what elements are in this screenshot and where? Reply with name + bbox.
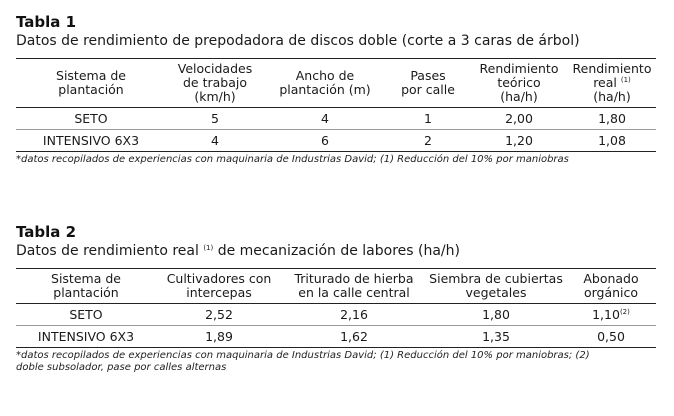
table-cell: SETO	[74, 111, 108, 126]
table-2-header-cultivadores: Cultivadores con intercepas	[166, 271, 272, 300]
table-cell: INTENSIVO 6X3	[42, 133, 140, 148]
table-cell: 6	[321, 133, 329, 148]
table-1-caption: Datos de rendimiento de prepodadora de discos doble (corte a 3 caras de árbol)	[16, 33, 580, 49]
table-2-header-row	[16, 269, 656, 304]
table-cell: INTENSIVO 6X3	[37, 329, 135, 344]
table-1-header-ancho: Ancho de plantación (m)	[279, 68, 371, 97]
table-2-label: Tabla 2	[16, 223, 77, 241]
table-cell: 1,62	[340, 329, 368, 344]
footnote-marker: (1)	[203, 244, 214, 252]
table-1-block	[16, 14, 656, 166]
table-2-block	[16, 224, 656, 374]
table-1-header-row	[16, 59, 656, 108]
table-2-caption: Datos de rendimiento real $^{(1)}$ de mecanización de labores (ha/h)	[16, 243, 460, 259]
table-cell: 0,50	[597, 329, 625, 344]
table-2-header-triturado: Triturado de hierba en la calle central	[294, 271, 414, 300]
table-cell: 1,20	[505, 133, 533, 148]
table-cell: 1,10$^{(2)}$	[592, 307, 630, 322]
table-cell: 1	[424, 111, 432, 126]
table-cell: 2,52	[205, 307, 233, 322]
table-2-footnote: *datos recopilados de experiencias con maquinaria de Industrias David; (1) Reducción del 10% por maniobras; (2) doble subsolador, pase por calles alternas	[16, 350, 590, 373]
table-cell: 4	[211, 133, 219, 148]
table-cell: 1,08	[598, 133, 626, 148]
table-1-label: Tabla 1	[16, 13, 77, 31]
table-cell: 5	[211, 111, 219, 126]
table-1-header-real: Rendimiento real $^{(1)}$ (ha/h)	[572, 61, 652, 104]
footnote-marker: (2)	[619, 308, 630, 316]
table-1-header-velocidades: Velocidades de trabajo (km/h)	[177, 61, 253, 104]
table-2-header-sistema: Sistema de plantación	[51, 271, 121, 300]
table-cell: SETO	[69, 307, 103, 322]
table-cell: 2	[424, 133, 432, 148]
table-cell: 1,80	[598, 111, 626, 126]
table-row	[16, 130, 656, 152]
table-cell: 2,16	[340, 307, 368, 322]
table-2	[16, 268, 656, 348]
table-cell: 4	[321, 111, 329, 126]
table-1-header-sistema: Sistema de plantación	[56, 68, 126, 97]
table-row	[16, 326, 656, 348]
table-cell: 1,80	[482, 307, 510, 322]
table-2-header-siembra: Siembra de cubiertas vegetales	[429, 271, 563, 300]
table-row	[16, 108, 656, 130]
footnote-marker: (1)	[620, 76, 631, 84]
table-1-header-pases: Pases por calle	[401, 68, 455, 97]
table-cell: 1,35	[482, 329, 510, 344]
table-row	[16, 304, 656, 326]
table-1-header-teorico: Rendimiento teórico (ha/h)	[479, 61, 559, 104]
table-cell: 2,00	[505, 111, 533, 126]
table-2-header-abonado: Abonado orgánico	[583, 271, 639, 300]
table-1	[16, 58, 656, 152]
table-1-footnote: *datos recopilados de experiencias con maquinaria de Industrias David; (1) Reducción del 10% por maniobras	[16, 154, 569, 165]
table-cell: 1,89	[205, 329, 233, 344]
